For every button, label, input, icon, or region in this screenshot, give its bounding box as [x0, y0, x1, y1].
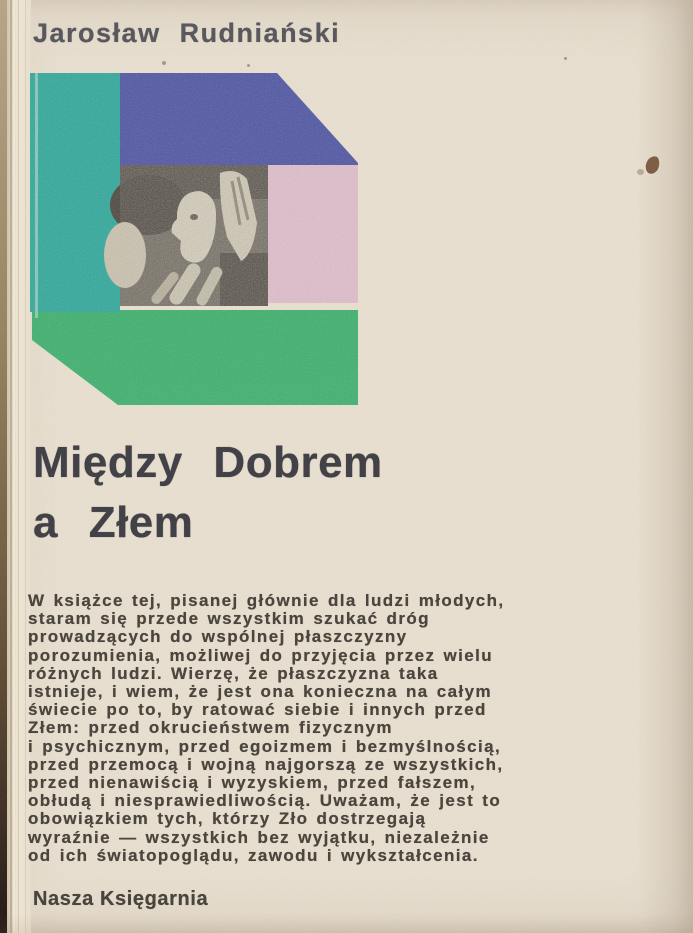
- photo-collage: [104, 165, 268, 307]
- spine-crease: [18, 0, 19, 933]
- dirt-speck: [162, 61, 166, 65]
- blurb-line: Złem: przed okrucieństwem fizycznym: [28, 718, 393, 738]
- blurb: [28, 592, 683, 865]
- spine-crease-highlight: [13, 0, 15, 933]
- blurb-line: od ich światopoglądu, zawodu i wykształcenia.: [28, 845, 479, 865]
- blurb-line: wyraźnie — wszystkich bez wyjątku, niezależnie: [28, 827, 490, 847]
- blurb-line: prowadzących do wspólnej płaszczyzny: [28, 627, 408, 647]
- title-line-2: a Złem: [33, 498, 194, 547]
- blurb-line: W książce tej, pisanej głównie dla ludzi młodych,: [28, 591, 505, 610]
- blurb-line: obłudą i niesprawiedliwością. Uważam, że jest to: [28, 791, 502, 811]
- blurb-line: staram się przede wszystkim szukać dróg: [28, 609, 430, 629]
- publisher-name: Nasza Księgarnia: [33, 888, 209, 910]
- blurb-line: świecie po to, by ratować siebie i innych przed: [28, 700, 487, 720]
- author-name: Jarosław Rudniański: [33, 18, 341, 48]
- photo-grain: [120, 165, 268, 306]
- spine-dark-edge: [0, 0, 7, 933]
- blurb-line: obowiązkiem tych, którzy Zło dostrzegają: [28, 809, 427, 829]
- stain-halo: [637, 169, 644, 175]
- title-line-1: Między Dobrem: [33, 438, 383, 487]
- blurb-line: przed przemocą i wojną najgorszą ze wszystkich,: [28, 754, 504, 774]
- dirt-speck: [564, 57, 567, 60]
- bottom-edge-shadow: [0, 913, 693, 933]
- blurb-line: porozumienia, możliwej do przyjęcia przez wielu: [28, 645, 493, 665]
- stain-speck: [644, 155, 660, 175]
- cover-artwork: [30, 73, 358, 406]
- blurb-line: istnieje, i wiem, że jest ona konieczna na całym: [28, 682, 492, 702]
- blurb-line: przed nienawiścią i wyzyskiem, przed fałszem,: [28, 773, 477, 793]
- spine-crease: [10, 0, 12, 933]
- dirt-speck: [247, 64, 250, 67]
- spine-crease: [25, 0, 26, 933]
- blurb-line: i psychicznym, przed egoizmem i bezmyślnością,: [28, 736, 502, 756]
- blurb-line: różnych ludzi. Wierzę, że płaszczyzna taka: [28, 663, 439, 683]
